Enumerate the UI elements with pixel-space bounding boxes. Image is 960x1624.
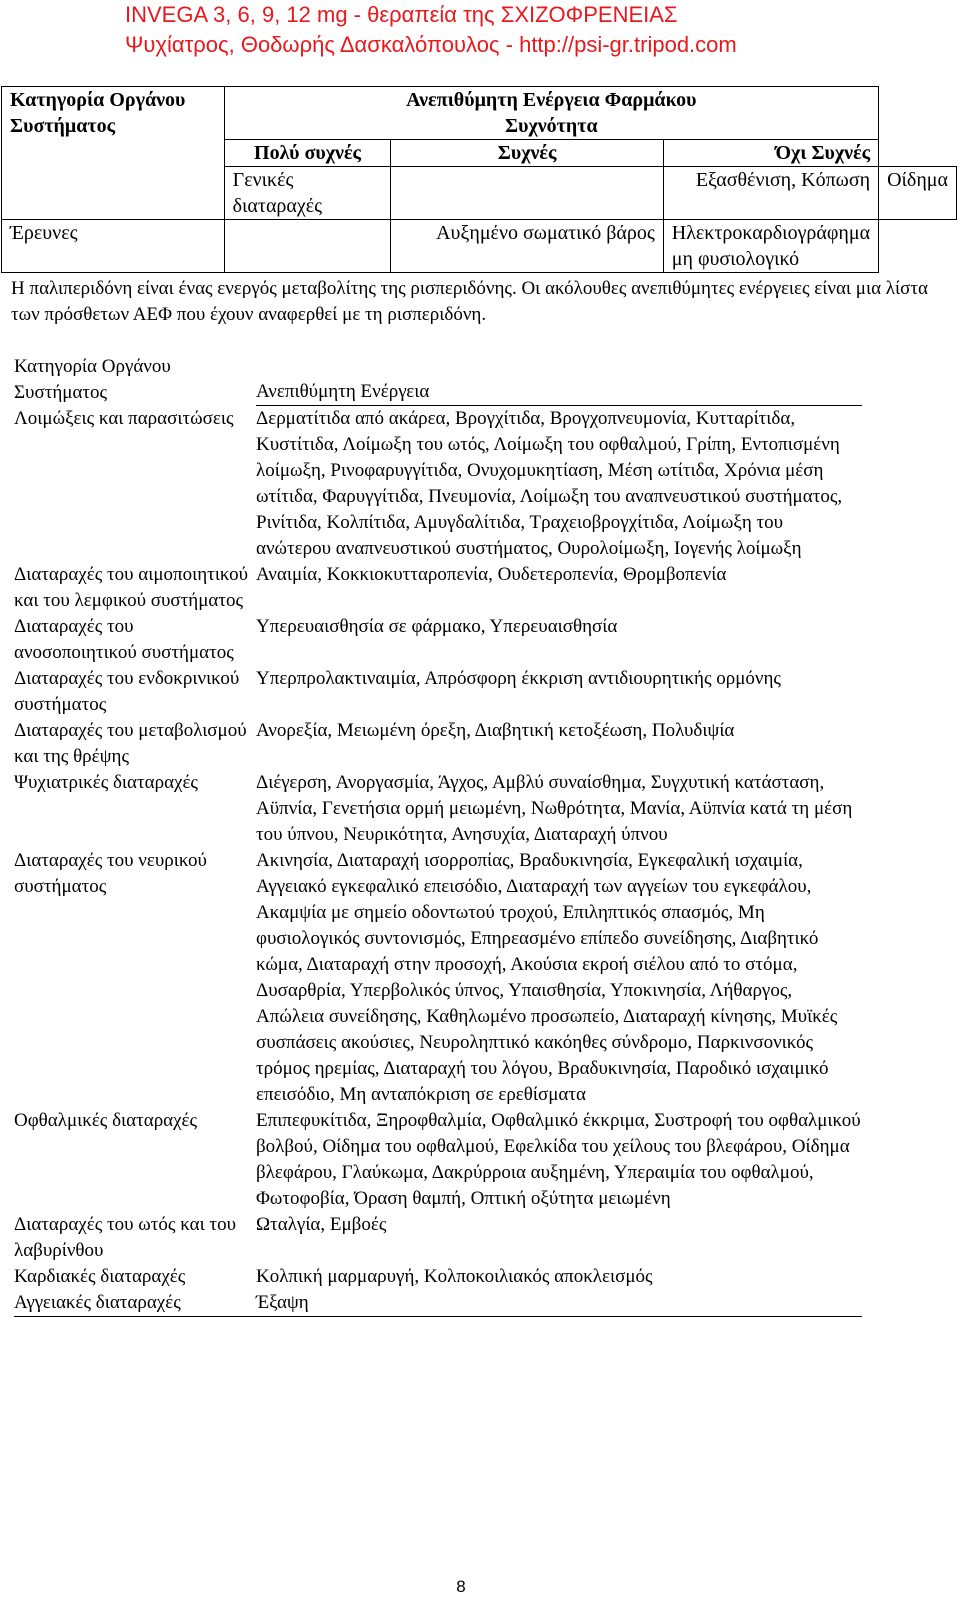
intro-paragraph: Η παλιπεριδόνη είναι ένας ενεργός μεταβολίτης της ρισπεριδόνης. Οι ακόλουθες ανεπιθύμητες ενέργειες είναι μια λίστα των πρόσθετων ΑΕΦ που έχουν αναφερθεί με τη ρισπεριδόνη. [11,278,928,325]
list-head-effect: Ανεπιθύμητη Ενέργεια [256,379,862,406]
list-item-category: Καρδιακές διαταραχές [14,1266,186,1287]
header-author-link[interactable]: Ψυχίατρος, Θοδωρής Δασκαλόπουλος - http://psi-gr.tripod.com [125,32,737,57]
freq-header-common: Συχνές [391,140,663,167]
list-item [14,562,864,614]
header-title: INVEGA 3, 6, 9, 12 mg - θεραπεία της ΣΧΙΖΟΦΡΕΝΕΙΑΣ [125,2,678,27]
list-item [14,1108,864,1212]
list-item-category: Διαταραχές του μεταβολισμού και της θρέψης [14,720,247,767]
list-item-effects: Δερματίτιδα από ακάρεα, Βρογχίτιδα, Βρογχοπνευμονία, Κυτταρίτιδα, Κυστίτιδα, Λοίμωξη του ωτός, Λοίμωξη του οφθαλμού, Γρίπη, Εντοπισμένη λοίμωξη, Ρινοφαρυγγίτιδα, Ονυχομυκητίαση, Μέση ωτίτιδα, Χρόνια μέση ωτίτιδα, Φαρυγγίτιδα, Πνευμονία, Λοίμωξη του αναπνευστικού συστήματος, Ρινίτιδα, Κολπίτιδα, Αμυγδαλίτιδα, Τραχειοβρογχίτιδα, Λοίμωξη του ανώτερου αναπνευστικού συστήματος, Ουρολοίμωξη, Ιογενής λοίμωξη [256,408,843,559]
list-item [14,770,864,848]
list-item [14,718,864,770]
list-item-category: Διαταραχές του αιμοποιητικού και του λεμφικού συστήματος [14,564,248,611]
list-item-category: Ψυχιατρικές διαταραχές [14,772,198,793]
list-item [14,1212,864,1264]
list-item-category: Αγγειακές διαταραχές [14,1290,256,1317]
list-item-category: Οφθαλμικές διαταραχές [14,1110,198,1131]
table-row [2,220,957,273]
list-item-effects: Αναιμία, Κοκκιοκυτταροπενία, Ουδετεροπενία, Θρομβοπενία [256,564,727,585]
list-item-effects: Ωταλγία, Εμβοές [256,1214,387,1235]
table-cell-common: Εξασθένιση, Κόπωση [663,167,878,220]
table-subtitle: Συχνότητα [505,115,598,137]
list-item-effects: Υπερπρολακτιναιμία, Απρόσφορη έκκριση αντιδιουρητικής ορμόνης [256,668,781,689]
frequency-table [1,86,957,273]
list-item-effects: Έξαψη [256,1290,862,1317]
table-cell-very-common [224,220,391,273]
list-item-effects: Κολπική μαρμαρυγή, Κολποκοιλιακός αποκλεισμός [256,1266,653,1287]
list-head-category: Κατηγορία Οργάνου Συστήματος [14,356,171,403]
list-item [14,666,864,718]
freq-header-uncommon: Όχι Συχνές [663,140,878,167]
table-cell-category: Έρευνες [2,220,225,273]
adverse-effects-list [14,354,864,1317]
list-item [14,1264,864,1290]
list-item-category: Διαταραχές του ωτός και του λαβυρίνθου [14,1214,236,1261]
table-cell-uncommon: Οίδημα [879,167,957,220]
list-item [14,848,864,1108]
list-item-effects: Επιπεφυκίτιδα, Ξηροφθαλμία, Οφθαλμικό έκκριμα, Συστροφή του οφθαλμικού βολβού, Οίδημα του οφθαλμού, Εφελκίδα του χείλους του βλεφάρου, Οίδημα βλεφάρου, Γλαύκωμα, Δακρύρροια αυξημένη, Υπεραιμία του οφθαλμού, Φωτοφοβία, Όραση θαμπή, Οπτική οξύτητα μειωμένη [256,1110,861,1209]
list-header [14,354,864,406]
list-item [14,406,864,562]
list-item-category: Διαταραχές του ανοσοποιητικού συστήματος [14,616,234,663]
list-item [14,614,864,666]
table-cell-common: Αυξημένο σωματικό βάρος [391,220,663,273]
table-corner-header: Κατηγορία Οργάνου Συστήματος [2,87,225,220]
list-item [14,1290,864,1317]
document-header [125,0,737,60]
freq-header-very-common: Πολύ συχνές [224,140,391,167]
page-number: 8 [456,1577,466,1596]
list-item-effects: Ανορεξία, Μειωμένη όρεξη, Διαβητική κετοξέωση, Πολυδιψία [256,720,735,741]
table-title: Ανεπιθύμητη Ενέργεια Φαρμάκου [406,89,697,111]
table-cell-uncommon: Ηλεκτροκαρδιογράφημα μη φυσιολογικό [663,220,878,273]
list-item-category: Διαταραχές του ενδοκρινικού συστήματος [14,668,240,715]
table-cell-very-common [391,167,663,220]
list-item-category: Λοιμώξεις και παρασιτώσεις [14,408,234,429]
list-item-effects: Ακινησία, Διαταραχή ισορροπίας, Βραδυκινησία, Εγκεφαλική ισχαιμία, Αγγειακό εγκεφαλικό επεισόδιο, Διαταραχή των αγγείων του εγκεφάλου, Ακαμψία με σημείο οδοντωτού τροχού, Επιληπτικός σπασμός, Μη φυσιολογικός συντονισμός, Επηρεασμένο επίπεδο συνείδησης, Διαβητικό κώμα, Διαταραχή στην προσοχή, Ακούσια εκροή σιέλου από το στόμα, Δυσαρθρία, Υπερβολικός ύπνος, Υπαισθησία, Υποκινησία, Λήθαργος, Απώλεια συνείδησης, Καθηλωμένο προσωπείο, Διαταραχή κίνησης, Μυϊκές συσπάσεις ακούσιες, Νευροληπτικό κακόηθες σύνδρομο, Παρκινσονικός τρόμος ηρεμίας, Διαταραχή του λόγου, Βραδυκινησία, Παροδικό ισχαιμικό επεισόδιο, Μη ανταπόκριση σε ερεθίσματα [256,850,838,1105]
list-item-category: Διαταραχές του νευρικού συστήματος [14,850,207,897]
list-item-effects: Υπερευαισθησία σε φάρμακο, Υπερευαισθησία [256,616,618,637]
table-title-cell [224,87,878,140]
list-item-effects: Διέγερση, Ανοργασμία, Άγχος, Αμβλύ συναίσθημα, Συγχυτική κατάσταση, Αϋπνία, Γενετήσια ορμή μειωμένη, Νωθρότητα, Μανία, Αϋπνία κατά τη μέση του ύπνου, Νευρικότητα, Ανησυχία, Διαταραχή ύπνου [256,772,853,845]
table-cell-category: Γενικές διαταραχές [224,167,391,220]
